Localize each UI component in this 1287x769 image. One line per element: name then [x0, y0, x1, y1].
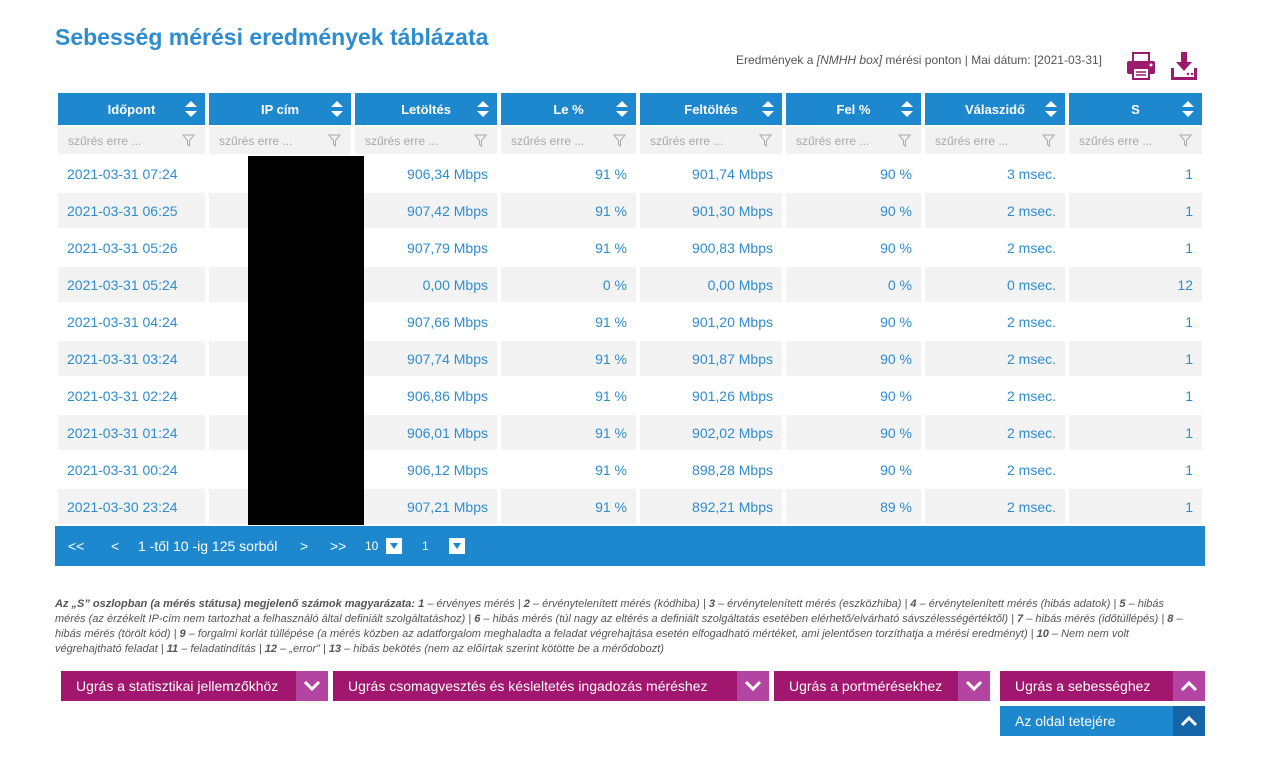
table-row — [0, 304, 1287, 339]
cell-latency: 3 msec. — [1006, 165, 1056, 182]
cell-download: 906,01 Mbps — [355, 415, 497, 450]
page-title: Sebesség mérési eredmények táblázata — [55, 24, 489, 50]
legend-separator: | — [699, 598, 709, 610]
cell-latency: 2 msec. — [925, 193, 1065, 228]
cell-status: 1 — [1069, 341, 1202, 376]
legend-text: – érvénytelenített mérés (hibás adatok) — [916, 598, 1111, 610]
filter-input[interactable] — [68, 134, 168, 148]
column-header-latency[interactable] — [925, 93, 1065, 125]
legend-code: 4 — [910, 598, 917, 610]
page-number-select[interactable] — [422, 537, 465, 555]
legend-text: – érvénytelenített mérés (kódhiba) — [529, 598, 700, 610]
cell-download: 906,12 Mbps — [407, 461, 488, 478]
legend-code: 11 — [166, 643, 179, 655]
legend-code: 9 — [179, 628, 186, 640]
legend-code: 3 — [708, 598, 715, 610]
page-size-value: 10 — [365, 539, 379, 553]
column-header-status[interactable] — [1069, 93, 1202, 125]
pager-last-button[interactable]: >> — [330, 538, 347, 554]
filter-field-latency[interactable] — [925, 127, 1065, 154]
cell-time: 2021-03-31 05:26 — [67, 239, 178, 256]
cell-upload-pct: 90 % — [786, 341, 921, 376]
filter-icon[interactable] — [182, 134, 195, 150]
legend-text: – hibás mérés (törölt kód) — [55, 613, 1183, 640]
cell-status: 1 — [1069, 193, 1202, 228]
status-legend — [55, 597, 1195, 657]
cell-status: 1 — [1185, 387, 1193, 404]
page-number-value: 1 — [422, 539, 429, 553]
legend-separator: | — [157, 643, 167, 655]
cell-latency: 2 msec. — [925, 341, 1065, 376]
filter-field-download-pct[interactable] — [501, 127, 636, 154]
legend-code: 2 — [523, 598, 530, 610]
cell-download-pct: 91 % — [595, 239, 627, 256]
table-row — [0, 230, 1287, 265]
sort-icon[interactable] — [331, 101, 343, 120]
pager-prev-button[interactable]: < — [111, 538, 120, 554]
filter-field-status[interactable] — [1069, 127, 1202, 154]
filter-field-download[interactable] — [355, 127, 497, 154]
column-header-label: Feltöltés — [684, 101, 738, 117]
cell-upload: 901,74 Mbps — [692, 165, 773, 182]
table-row — [0, 452, 1287, 487]
legend-text: – hibás mérés (időtúllépés) — [1023, 613, 1159, 625]
jump-packet-button[interactable] — [333, 671, 769, 701]
filter-icon[interactable] — [1179, 134, 1192, 150]
sort-icon[interactable] — [1182, 101, 1194, 120]
cell-time: 2021-03-30 23:24 — [58, 489, 205, 524]
column-header-label: S — [1131, 101, 1140, 117]
column-header-download-pct[interactable] — [501, 93, 636, 125]
legend-separator: | — [901, 598, 911, 610]
column-header-ip[interactable] — [209, 93, 351, 125]
filter-input[interactable] — [365, 134, 465, 148]
cell-upload-pct: 90 % — [880, 387, 912, 404]
filter-field-upload-pct[interactable] — [786, 127, 921, 154]
legend-text: – Nem nem volt végrehajtható feladat — [55, 628, 1129, 655]
pager-summary: 1 -től 10 -ig 125 sorból — [138, 538, 278, 554]
cell-download: 907,79 Mbps — [407, 239, 488, 256]
table-row — [0, 378, 1287, 413]
cell-download-pct: 91 % — [501, 489, 636, 524]
cell-status: 1 — [1185, 239, 1193, 256]
legend-heading: Az „S” oszlopban (a mérés státusa) megjelenő számok magyarázata: — [55, 598, 416, 610]
column-header-label: Letöltés — [401, 101, 451, 117]
info-date: mérési ponton | Mai dátum: [2021-03-31] — [882, 53, 1102, 67]
cell-download-pct: 91 % — [595, 387, 627, 404]
legend-text: – forgalmi korlát túllépése (a mérés közben az adatforgalom meghaladta a feladat végrehajtása esetén elfogadható mértéket, ami jelentősen torzíthatja a mérési eredményt) — [185, 628, 1028, 640]
cell-upload: 892,21 Mbps — [640, 489, 782, 524]
cell-time: 2021-03-31 02:24 — [67, 387, 178, 404]
cell-upload: 898,28 Mbps — [692, 461, 773, 478]
pager — [55, 526, 1205, 566]
scroll-top-button[interactable] — [1000, 706, 1205, 736]
cell-latency: 2 msec. — [925, 489, 1065, 524]
legend-code: 6 — [474, 613, 481, 625]
cell-download-pct: 91 % — [595, 313, 627, 330]
jump-speed-button[interactable] — [1000, 671, 1205, 701]
chevron-up-icon — [1173, 706, 1205, 736]
download-icon — [1168, 50, 1200, 82]
legend-separator: | — [1008, 613, 1018, 625]
table-row — [0, 341, 1287, 376]
cell-time: 2021-03-31 06:25 — [58, 193, 205, 228]
cell-upload-pct: 90 % — [880, 313, 912, 330]
cell-download: 0,00 Mbps — [355, 267, 497, 302]
cell-upload: 0,00 Mbps — [640, 267, 782, 302]
cell-upload: 901,26 Mbps — [692, 387, 773, 404]
filter-input[interactable] — [796, 134, 896, 148]
legend-code: 13 — [328, 643, 342, 655]
measurement-point: [NMHH box] — [816, 53, 883, 67]
cell-download: 907,74 Mbps — [355, 341, 497, 376]
cell-download-pct: 91 % — [595, 461, 627, 478]
column-header-label: Időpont — [107, 101, 156, 117]
cell-upload: 902,02 Mbps — [640, 415, 782, 450]
cell-download: 907,66 Mbps — [407, 313, 488, 330]
column-header-download[interactable] — [355, 93, 497, 125]
legend-text: – érvényes mérés — [424, 598, 518, 610]
filter-icon[interactable] — [328, 134, 341, 150]
jump-packet-label: Ugrás csomagvesztés és késleltetés ingadozás méréshez — [348, 678, 708, 694]
print-button[interactable] — [1125, 50, 1157, 82]
filter-icon[interactable] — [474, 134, 487, 150]
legend-code: 5 — [1119, 598, 1126, 610]
cell-upload: 901,20 Mbps — [692, 313, 773, 330]
legend-separator: | — [255, 643, 265, 655]
cell-download: 907,21 Mbps — [355, 489, 497, 524]
legend-separator: | — [1158, 613, 1168, 625]
cell-download: 906,86 Mbps — [407, 387, 488, 404]
legend-text: – hibás mérés (az érzékelt IP-cím nem tartozhat a felhasználó által definiált szolgáltatáshoz) — [55, 598, 1164, 625]
legend-separator: | — [170, 628, 180, 640]
legend-separator: | — [465, 613, 475, 625]
legend-separator: | — [517, 598, 524, 610]
jump-speed-label: Ugrás a sebességhez — [1015, 678, 1151, 694]
info-prefix: Eredmények a — [736, 53, 817, 67]
sort-icon[interactable] — [616, 101, 628, 120]
cell-latency: 2 msec. — [1006, 239, 1056, 256]
legend-separator: | — [319, 643, 329, 655]
legend-text: – hibás bekötés (nem az előírtak szerint kötötte be a mérődobozt) — [341, 643, 664, 655]
cell-time: 2021-03-31 01:24 — [58, 415, 205, 450]
cell-upload: 901,30 Mbps — [640, 193, 782, 228]
jump-port-button[interactable] — [774, 671, 990, 701]
chevron-up-icon — [1173, 671, 1205, 701]
cell-status: 1 — [1069, 489, 1202, 524]
cell-status: 12 — [1069, 267, 1202, 302]
cell-latency: 0 msec. — [925, 267, 1065, 302]
sort-icon[interactable] — [185, 101, 197, 120]
legend-text: – „error” — [277, 643, 320, 655]
filter-input[interactable] — [1079, 134, 1179, 148]
page-number-dropdown-icon[interactable] — [449, 538, 465, 554]
printer-icon — [1125, 50, 1157, 82]
cell-upload-pct: 90 % — [786, 415, 921, 450]
sort-icon[interactable] — [762, 101, 774, 120]
cell-download-pct: 91 % — [501, 193, 636, 228]
cell-status: 1 — [1185, 461, 1193, 478]
legend-code: 1 — [418, 598, 425, 610]
cell-upload-pct: 90 % — [880, 165, 912, 182]
legend-code: 8 — [1167, 613, 1174, 625]
filter-input[interactable] — [511, 134, 611, 148]
cell-download: 907,42 Mbps — [355, 193, 497, 228]
filter-field-ip[interactable] — [209, 127, 351, 154]
cell-latency: 2 msec. — [1006, 387, 1056, 404]
cell-time: 2021-03-31 03:24 — [58, 341, 205, 376]
chevron-down-icon — [296, 671, 328, 701]
cell-download: 906,34 Mbps — [407, 165, 488, 182]
legend-separator: | — [1110, 598, 1120, 610]
filter-icon[interactable] — [613, 134, 626, 150]
column-header-label: Fel % — [836, 101, 871, 117]
cell-time: 2021-03-31 05:24 — [58, 267, 205, 302]
cell-status: 1 — [1185, 313, 1193, 330]
filter-field-upload[interactable] — [640, 127, 782, 154]
sort-icon[interactable] — [901, 101, 913, 120]
table-row — [0, 193, 1287, 228]
chevron-down-icon — [737, 671, 769, 701]
legend-code: 10 — [1036, 628, 1049, 640]
column-header-label: Válaszidő — [965, 101, 1025, 117]
sort-icon[interactable] — [1045, 101, 1057, 120]
cell-latency: 2 msec. — [925, 415, 1065, 450]
table-row — [0, 156, 1287, 191]
jump-stats-label: Ugrás a statisztikai jellemzőkhöz — [76, 678, 279, 694]
column-header-upload-pct[interactable] — [786, 93, 921, 125]
column-header-time[interactable] — [58, 93, 205, 125]
cell-status: 1 — [1069, 415, 1202, 450]
page-size-select[interactable] — [365, 537, 402, 555]
table-row — [0, 267, 1287, 302]
filter-input[interactable] — [650, 134, 750, 148]
cell-download-pct: 91 % — [595, 165, 627, 182]
cell-time: 2021-03-31 07:24 — [67, 165, 178, 182]
cell-upload-pct: 89 % — [786, 489, 921, 524]
legend-text: – hibás mérés (túl nagy az eltérés a definiált szolgáltatás esetében elérhető/elvárható sávszélességértéktől) — [480, 613, 1009, 625]
legend-text: – érvénytelenített mérés (eszközhiba) — [714, 598, 902, 610]
column-header-label: Le % — [553, 101, 584, 117]
cell-upload-pct: 0 % — [786, 267, 921, 302]
legend-code: 7 — [1017, 613, 1024, 625]
pager-first-button[interactable]: << — [68, 538, 85, 554]
table-row — [0, 415, 1287, 450]
scroll-top-label: Az oldal tetejére — [1015, 713, 1116, 729]
filter-icon[interactable] — [759, 134, 772, 150]
filter-icon[interactable] — [1042, 134, 1055, 150]
jump-stats-button[interactable] — [61, 671, 328, 701]
cell-latency: 2 msec. — [1006, 313, 1056, 330]
chevron-down-icon — [958, 671, 990, 701]
column-header-upload[interactable] — [640, 93, 782, 125]
cell-latency: 2 msec. — [1006, 461, 1056, 478]
filter-field-time[interactable] — [58, 127, 205, 154]
filter-input[interactable] — [935, 134, 1035, 148]
cell-upload-pct: 90 % — [786, 193, 921, 228]
cell-download-pct: 0 % — [501, 267, 636, 302]
legend-text: – feladatindítás — [178, 643, 256, 655]
filter-icon[interactable] — [898, 134, 911, 150]
jump-port-label: Ugrás a portmérésekhez — [789, 678, 943, 694]
sort-icon[interactable] — [477, 101, 489, 120]
redacted-ip-area — [248, 156, 364, 525]
legend-code: 12 — [264, 643, 278, 655]
cell-download-pct: 91 % — [501, 415, 636, 450]
measurement-info — [620, 53, 1102, 67]
column-header-label: IP cím — [260, 101, 300, 117]
cell-download-pct: 91 % — [501, 341, 636, 376]
page-size-dropdown-icon[interactable] — [386, 538, 402, 554]
cell-upload: 901,87 Mbps — [640, 341, 782, 376]
cell-time: 2021-03-31 00:24 — [67, 461, 178, 478]
filter-input[interactable] — [219, 134, 319, 148]
cell-upload-pct: 90 % — [880, 239, 912, 256]
cell-time: 2021-03-31 04:24 — [67, 313, 178, 330]
cell-status: 1 — [1185, 165, 1193, 182]
download-button[interactable] — [1168, 50, 1200, 82]
table-row — [0, 489, 1287, 524]
cell-upload: 900,83 Mbps — [692, 239, 773, 256]
cell-upload-pct: 90 % — [880, 461, 912, 478]
pager-next-button[interactable]: > — [300, 538, 309, 554]
legend-separator: | — [1027, 628, 1037, 640]
